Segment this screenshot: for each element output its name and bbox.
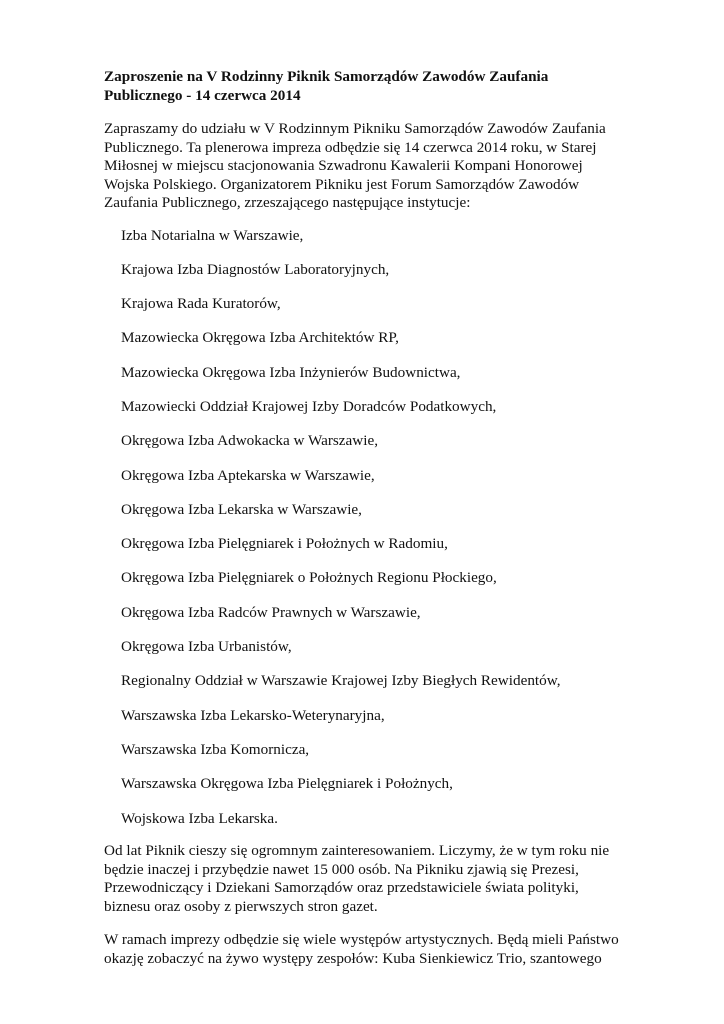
institution-item: Warszawska Izba Lekarsko-Weterynaryjna,	[121, 706, 385, 724]
institution-item: Mazowiecki Oddział Krajowej Izby Doradców Podatkowych,	[121, 397, 497, 415]
institution-item: Warszawska Izba Komornicza,	[121, 740, 310, 758]
document-body	[104, 68, 624, 968]
institution-item: Mazowiecka Okręgowa Izba Inżynierów Budownictwa,	[121, 363, 461, 381]
institution-item: Regionalny Oddział w Warszawie Krajowej Izby Biegłych Rewidentów,	[121, 672, 561, 690]
institution-item: Okręgowa Izba Pielęgniarek o Położnych Regionu Płockiego,	[121, 569, 497, 587]
institution-item: Okręgowa Izba Pielęgniarek i Położnych w Radomiu,	[121, 535, 448, 553]
institution-item: Wojskowa Izba Lekarska.	[121, 809, 278, 827]
institution-list	[104, 227, 624, 829]
institution-item: Izba Notarialna w Warszawie,	[121, 226, 304, 244]
paragraph-performances: W ramach imprezy odbędzie się wiele występów artystycznych. Będą mieli Państwo okazję zobaczyć na żywo występy zespołów: Kuba Sienkiewicz Trio, szantowego	[104, 931, 619, 967]
paragraph-attendance: Od lat Piknik cieszy się ogromnym zainteresowaniem. Liczymy, że w tym roku nie będzie inaczej i przybędzie nawet 15 000 osób. Na Pikniku zjawią się Prezesi, Przewodniczący i Dziekani Samorządów oraz przedstawiciele świata polityki, biznesu oraz osoby z pierwszych stron gazet.	[104, 842, 610, 915]
institution-item: Okręgowa Izba Adwokacka w Warszawie,	[121, 432, 378, 450]
institution-item: Okręgowa Izba Radców Prawnych w Warszawie,	[121, 603, 421, 621]
institution-item: Okręgowa Izba Lekarska w Warszawie,	[121, 500, 362, 518]
institution-item: Okręgowa Izba Aptekarska w Warszawie,	[121, 466, 375, 484]
institution-item: Krajowa Rada Kuratorów,	[121, 295, 281, 313]
institution-item: Warszawska Okręgowa Izba Pielęgniarek i Położnych,	[121, 775, 453, 793]
institution-item: Okręgowa Izba Urbanistów,	[121, 638, 292, 656]
institution-item: Krajowa Izba Diagnostów Laboratoryjnych,	[121, 260, 390, 278]
institution-item: Mazowiecka Okręgowa Izba Architektów RP,	[121, 329, 399, 347]
intro-paragraph: Zapraszamy do udziału w V Rodzinnym Pikniku Samorządów Zawodów Zaufania Publicznego. Ta plenerowa impreza odbędzie się 14 czerwca 2014 roku, w Starej Miłosnej w miejscu stacjonowania Szwadronu Kawalerii Kompani Honorowej Wojska Polskiego. Organizatorem Pikniku jest Forum Samorządów Zawodów Zaufania Publicznego, zrzeszającego następujące instytucje:	[104, 120, 606, 211]
document-title: Zaproszenie na V Rodzinny Piknik Samorządów Zawodów Zaufania Publicznego - 14 czerwca 2014	[104, 68, 549, 104]
